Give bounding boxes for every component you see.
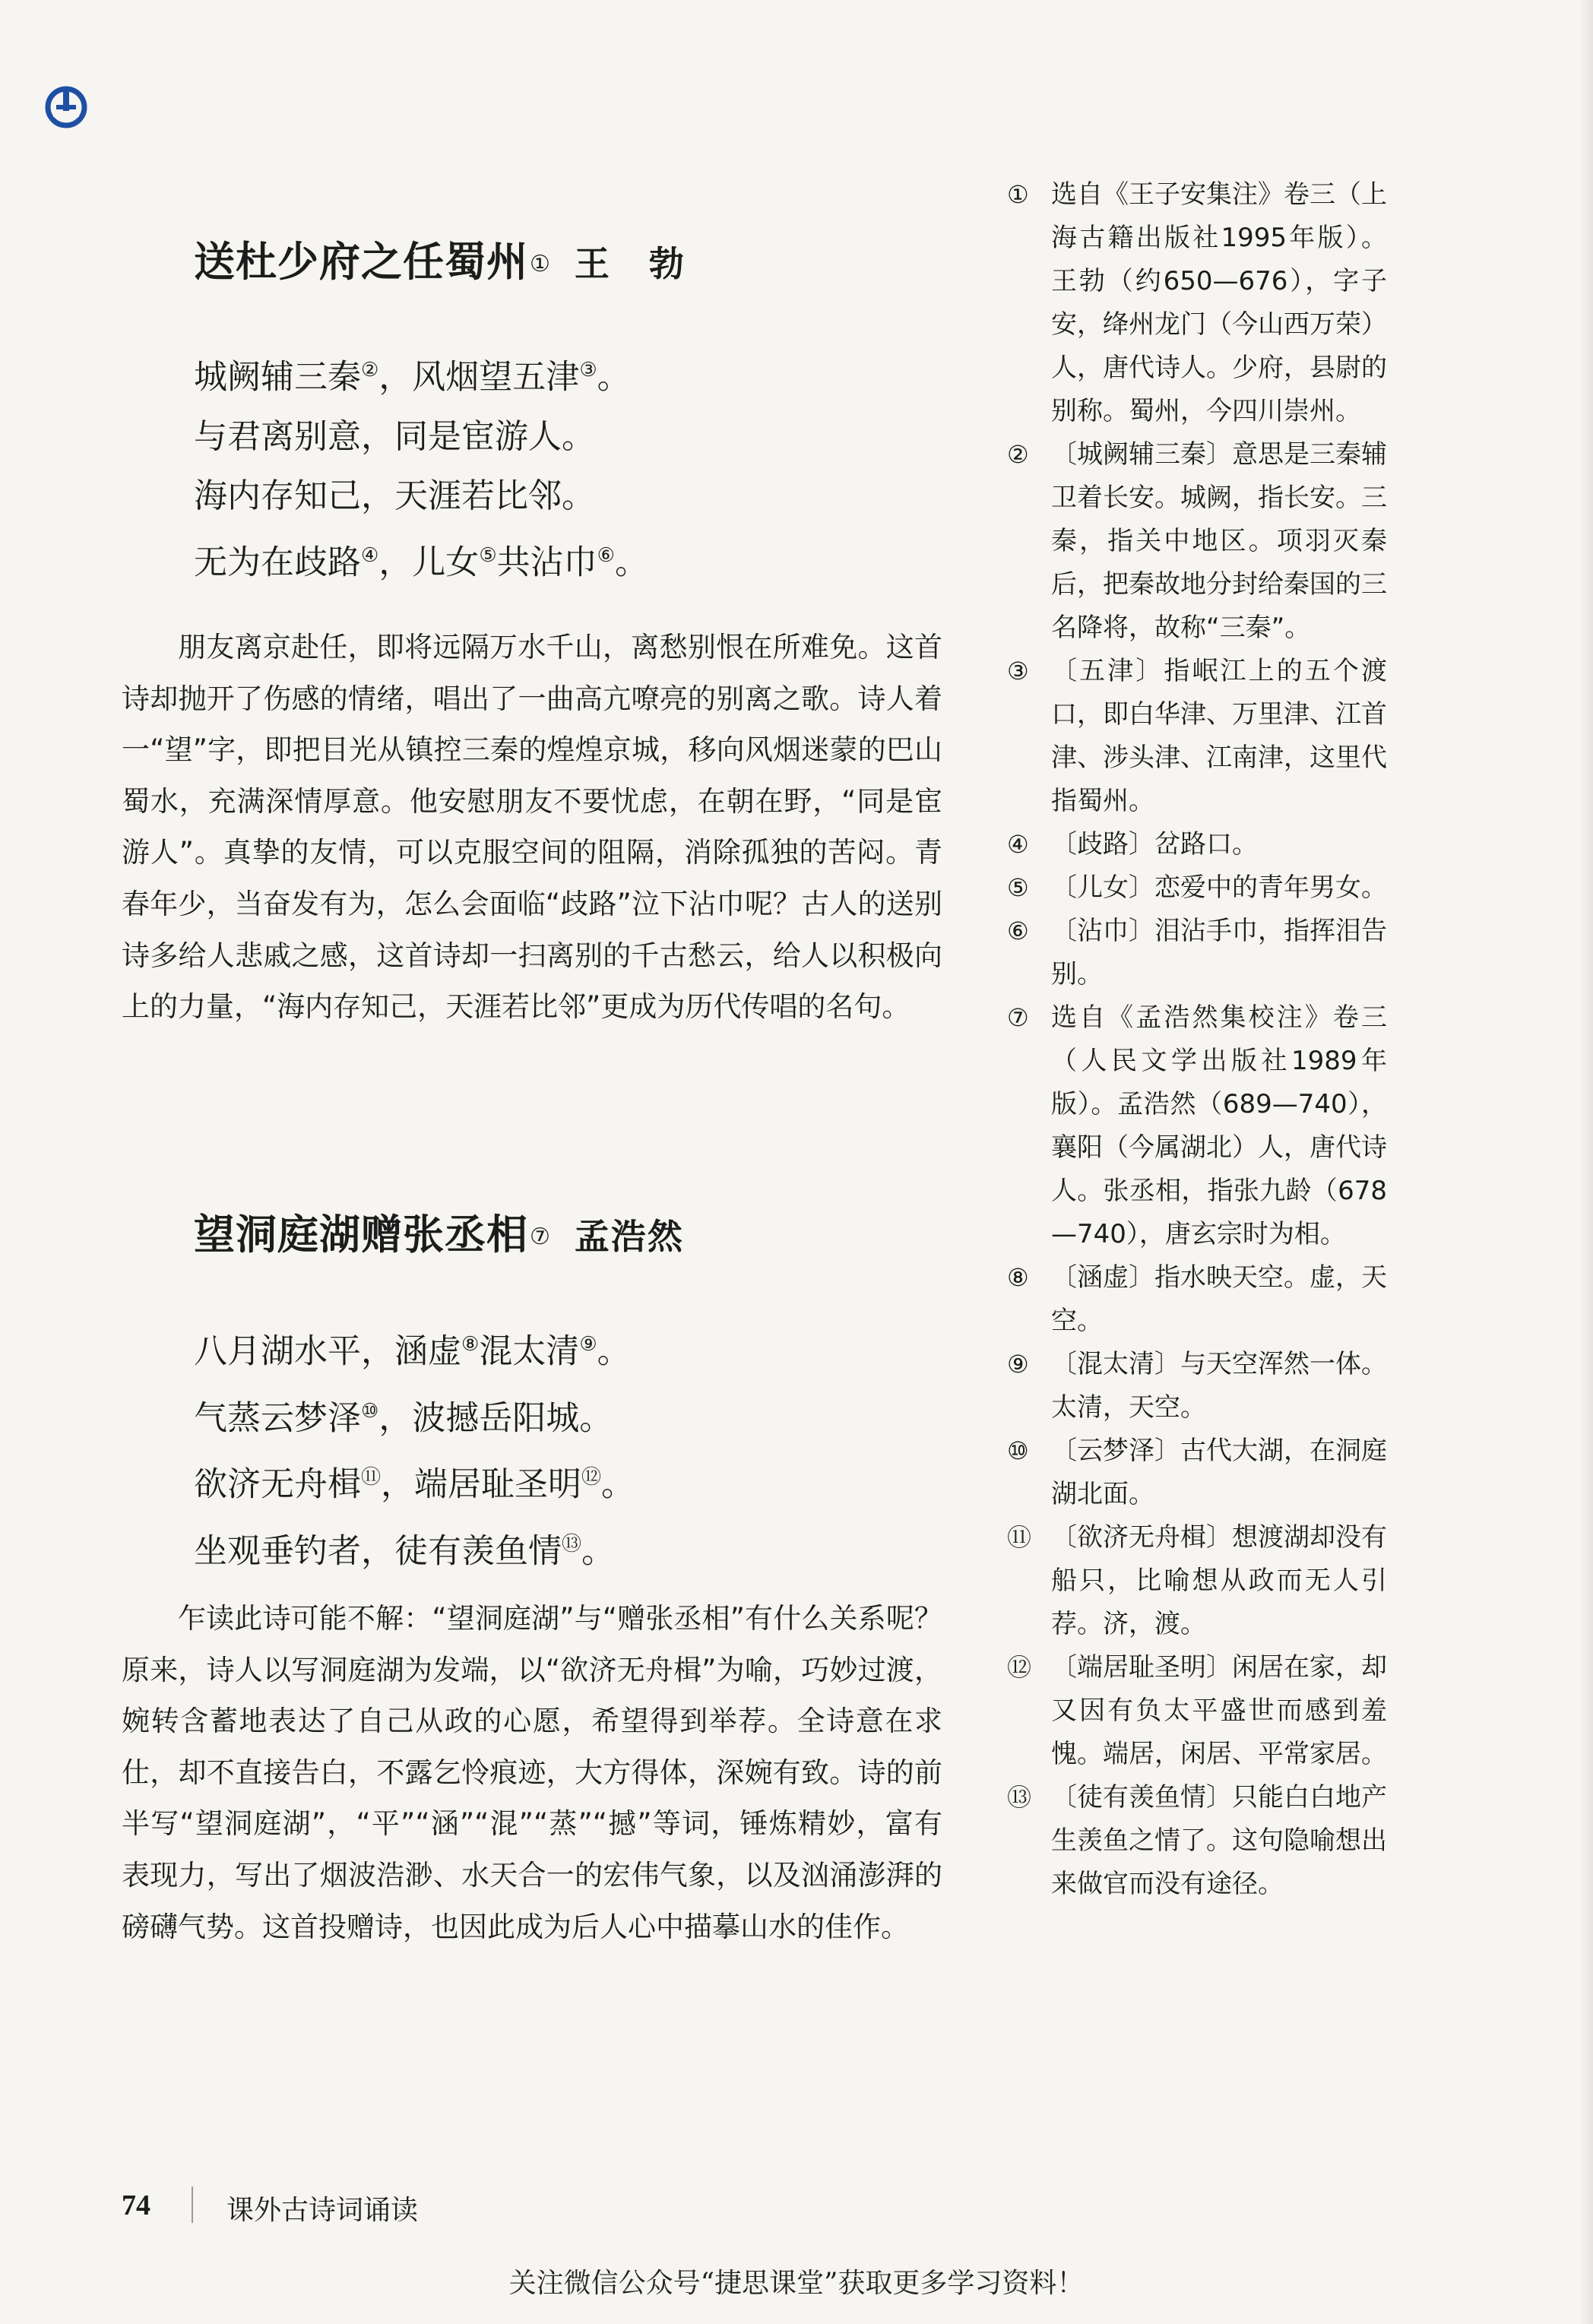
footnote: ⑥ 〔沾巾〕泪沾手巾，指挥泪告别。 <box>1007 916 1387 989</box>
poem1-body <box>194 340 648 592</box>
poem1-line-2: 与君离别意，同是宦游人。 <box>194 416 595 456</box>
poem2-heading <box>194 1202 684 1261</box>
footnote: ⑪ 〔欲济无舟楫〕想渡湖却没有船只，比喻想从政而无人引荐。济，渡。 <box>1007 1522 1387 1639</box>
poem2-title-note: ⑦ <box>530 1223 550 1250</box>
footer-divider <box>192 2186 193 2223</box>
poem2-line-3: 欲济无舟楫⑪，端居耻圣明⑫。 <box>194 1464 635 1504</box>
footnote: ④ 〔歧路〕岔路口。 <box>1007 829 1258 860</box>
poem1-line-4: 无为在歧路④，儿女⑤共沾巾⑥。 <box>194 543 648 582</box>
poem2-line-1: 八月湖水平，涵虚⑧混太清⑨。 <box>194 1331 631 1371</box>
footnote: ⑤ 〔儿女〕恋爱中的青年男女。 <box>1007 872 1387 903</box>
footnote: ⑧ 〔涵虚〕指水映天空。虚，天空。 <box>1007 1262 1387 1336</box>
poem2-line-4: 坐观垂钓者，徒有羡鱼情⑬。 <box>194 1531 616 1571</box>
footnotes-column <box>1007 173 1387 1906</box>
footnote: ⑨ 〔混太清〕与天空浑然一体。太清，天空。 <box>1007 1349 1387 1423</box>
poem1-author: 王 勃 <box>574 243 698 284</box>
poem1-title-note: ① <box>530 250 550 277</box>
footnote: ⑦ 选自《孟浩然集校注》卷三（人民文学出版社1989年版）。孟浩然（689—740），襄阳（今属湖北）人，唐代诗人。张丞相，指张九龄（678—740），唐玄宗时为相。 <box>1007 1002 1387 1249</box>
poem1-commentary <box>122 622 942 1033</box>
page-edge <box>1579 0 1593 2324</box>
poem2-title: 望洞庭湖赠张丞相 <box>194 1210 528 1259</box>
poem1-line-1: 城阙辅三秦②，风烟望五津③。 <box>194 357 631 397</box>
footnote: ⑩ 〔云梦泽〕古代大湖，在洞庭湖北面。 <box>1007 1436 1387 1509</box>
poem2-author: 孟浩然 <box>574 1216 684 1257</box>
footnote: ② 〔城阙辅三秦〕意思是三秦辅卫着长安。城阙，指长安。三秦，指关中地区。项羽灭秦后，把秦故地分封给秦国的三名降将，故称“三秦”。 <box>1007 439 1387 643</box>
footer-section-title: 课外古诗词诵读 <box>226 2195 419 2226</box>
poem2-body <box>194 1315 635 1582</box>
page-number: 74 <box>122 2189 150 2221</box>
footnote: ⑬ 〔徒有羡鱼情〕只能白白地产生羡鱼之情了。这句隐喻想出来做官而没有途径。 <box>1007 1782 1387 1899</box>
poem1-title: 送杜少府之任蜀州 <box>194 237 528 286</box>
watermark-text: 关注微信公众号“捷思课堂”获取更多学习资料！ <box>508 2268 1085 2299</box>
poem2-commentary <box>122 1593 942 1952</box>
footnote: ③ 〔五津〕指岷江上的五个渡口，即白华津、万里津、江首津、涉头津、江南津，这里代指蜀州。 <box>1007 656 1387 816</box>
poem2-line-2: 气蒸云梦泽⑩，波撼岳阳城。 <box>194 1398 613 1438</box>
poem1-line-3: 海内存知己，天涯若比邻。 <box>194 476 595 515</box>
footnote: ⑫ 〔端居耻圣明〕闲居在家，却又因有负太平盛世而感到羞愧。端居，闲居、平常家居。 <box>1007 1652 1387 1769</box>
poem1-heading <box>194 230 698 288</box>
poem2-commentary-text: 乍读此诗可能不解：“望洞庭湖”与“赠张丞相”有什么关系呢？原来，诗人以写洞庭湖为发端，以“欲济无舟楫”为喻，巧妙过渡，婉转含蓄地表达了自己从政的心愿，希望得到举荐。全诗意在求仕，却不直接告白，不露乞怜痕迹，大方得体，深婉有致。诗的前半写“望洞庭湖”，“平”“涵”“混”“蒸”“撼”等词，锤炼精妙，富有表现力，写出了烟波浩渺、水天合一的宏伟气象，以及汹涌澎湃的磅礴气势。这首投赠诗，也因此成为后人心中描摹山水的佳作。 <box>122 1602 942 1943</box>
footnote: ① 选自《王子安集注》卷三（上海古籍出版社1995年版）。王勃（约650—676），字子安，绛州龙门（今山西万荣）人，唐代诗人。少府，县尉的别称。蜀州，今四川崇州。 <box>1007 179 1387 426</box>
poem1-commentary-text: 朋友离京赴任，即将远隔万水千山，离愁别恨在所难免。这首诗却抛开了伤感的情绪，唱出了一曲高亢嘹亮的别离之歌。诗人着一“望”字，即把目光从镇控三秦的煌煌京城，移向风烟迷蒙的巴山蜀水，充满深情厚意。他安慰朋友不要忧虑，在朝在野，“同是宦游人”。真挚的友情，可以克服空间的阻隔，消除孤独的苦闷。青春年少，当奋发有为，怎么会面临“歧路”泣下沾巾呢？古人的送别诗多给人悲戚之感，这首诗却一扫离别的千古愁云，给人以积极向上的力量，“海内存知己，天涯若比邻”更成为历代传唱的名句。 <box>122 631 942 1024</box>
publisher-logo-icon <box>44 85 88 129</box>
